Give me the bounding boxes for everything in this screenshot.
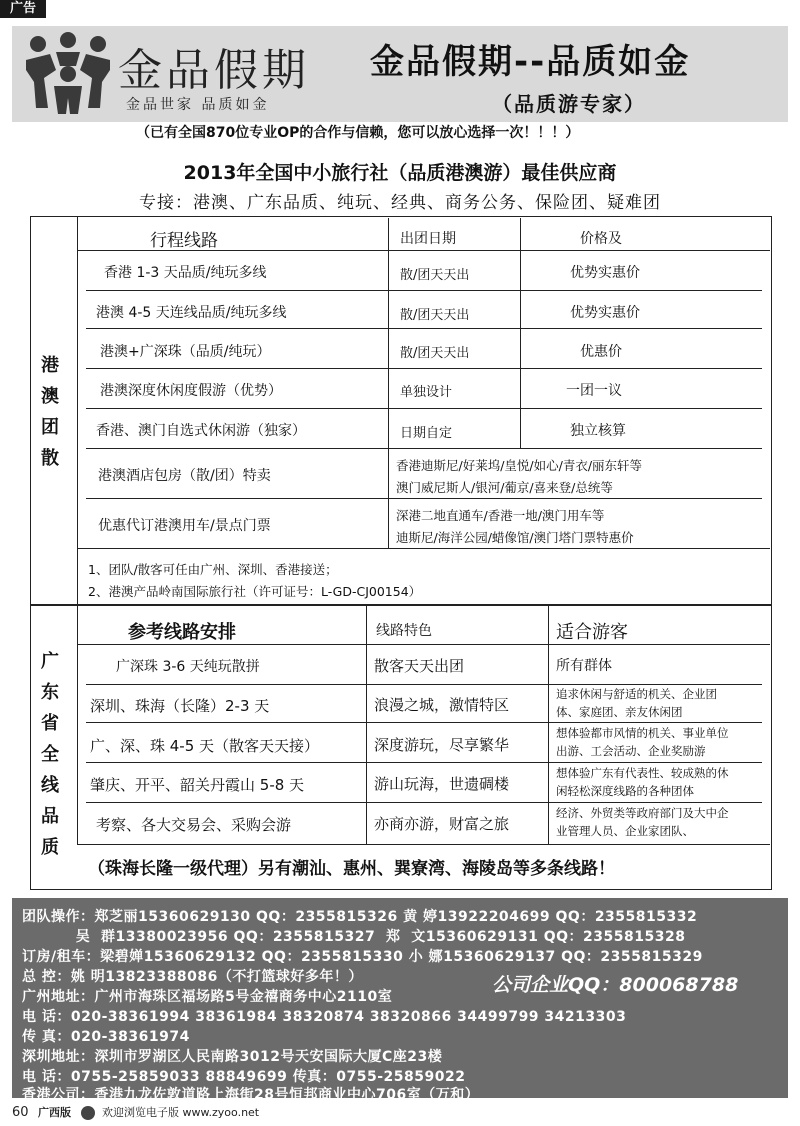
contact-row-6: 电 话：020-38361994 38361984 38320874 38320866 34499799 34213303 [22, 1009, 627, 1025]
car-detail-2: 迪斯尼/海洋公园/蜡像馆/澳门塔门票特惠价 [396, 530, 634, 545]
gd-route-4: 肇庆、开平、韶关丹霞山 5-8 天 [90, 776, 305, 794]
gd-guest-4b: 闲轻松深度线路的各种团体 [556, 784, 694, 798]
contact-row-8: 深圳地址：深圳市罗湖区人民南路3012号天安国际大厦C座23楼 [22, 1049, 443, 1065]
contact-row-9: 电 话：0755-25859033 88849699 传真：0755-25859022 [22, 1069, 466, 1085]
gd-route-2: 深圳、珠海（长隆）2-3 天 [90, 697, 270, 715]
gd-route-3: 广、深、珠 4-5 天（散客天天接） [90, 737, 320, 755]
guangdong-footer-note: （珠海长隆一级代理）另有潮汕、惠州、巽寮湾、海陵岛等多条线路！ [88, 859, 615, 879]
sub-headline: （品质游专家） [492, 92, 646, 116]
note-1: 1、团队/散客可任由广州、深圳、香港接送； [88, 562, 338, 577]
price-row-3: 优惠价 [580, 344, 622, 360]
contact-row-1: 团队操作：郑芝丽15360629130 QQ：2355815326 黄 婷13922204699 QQ：2355815332 [22, 909, 698, 925]
hotel-detail-2: 澳门威尼斯人/银河/葡京/喜来登/总统等 [396, 480, 613, 495]
date-row-1: 散/团天天出 [400, 268, 470, 283]
contact-row-10: 香港公司：香港九龙佐敦道路上海街28号恒邦商业中心706室（万和） [22, 1087, 480, 1103]
gd-guest-4a: 想体验广东有代表性、较成熟的休 [556, 766, 729, 780]
zyoo-logo-icon [81, 1106, 95, 1120]
gd-guest-5a: 经济、外贸类等政府部门及大中企 [556, 806, 729, 820]
header-route: 行程线路 [150, 231, 218, 251]
price-row-1: 优势实惠价 [570, 265, 640, 281]
header-price: 价格及 [580, 231, 622, 247]
header-guest: 适合游客 [556, 622, 628, 643]
note-2: 2、港澳产品岭南国际旅行社（许可证号：L-GD-CJ00154） [88, 584, 422, 599]
hotel-detail-1: 香港迪斯尼/好莱坞/皇悦/如心/青衣/丽东轩等 [396, 458, 643, 473]
gd-route-5: 考察、各大交易会、采购会游 [96, 816, 292, 834]
section-label-hk-macau: 港 澳 团 散 [41, 355, 59, 469]
contact-row-3: 订房/租车：梁碧婵15360629132 QQ：2355815330 小 娜15360629137 QQ：2355815329 [22, 949, 703, 965]
route-car: 优惠代订港澳用车/景点门票 [98, 518, 271, 534]
edition: 广西版 [38, 1106, 72, 1119]
contact-row-7: 传 真：020-38361974 [22, 1029, 190, 1045]
route-row-3: 港澳+广深珠（品质/纯玩） [100, 344, 271, 360]
logo-title: 金品假期 [118, 45, 310, 96]
gd-feature-5: 亦商亦游，财富之旅 [374, 815, 510, 833]
logo-slogan: 金品世家 品质如金 [126, 97, 270, 113]
gd-guest-5b: 业管理人员、企业家团队、 [556, 824, 694, 838]
gd-guest-1: 所有群体 [556, 658, 612, 674]
ad-label: 广告 [0, 0, 46, 18]
price-row-2: 优势实惠价 [570, 305, 640, 321]
page-footer [12, 1104, 259, 1120]
gd-feature-2: 浪漫之城，激情特区 [374, 696, 510, 714]
site-link[interactable]: 欢迎浏览电子版 www.zyoo.net [102, 1106, 260, 1119]
section-label-guangdong: 广 东 省 全 线 品 质 [41, 651, 59, 858]
people-logo-icon [22, 30, 114, 116]
gd-feature-1: 散客天天出团 [374, 657, 465, 675]
route-row-2: 港澳 4-5 天连线品质/纯玩多线 [96, 305, 287, 321]
gd-feature-4: 游山玩海，世遗碉楼 [374, 775, 510, 793]
main-title: 2013年全国中小旅行社（品质港澳游）最佳供应商 [183, 162, 617, 184]
car-detail-1: 深港二地直通车/香港一地/澳门用车等 [396, 508, 605, 523]
contact-row-2: 吴 群13380023956 QQ：2355815327 郑 文15360629131 QQ：2355815328 [22, 929, 686, 945]
route-row-1: 香港 1-3 天品质/纯玩多线 [104, 265, 267, 281]
trust-notice: （已有全国870位专业OP的合作与信赖，您可以放心选择一次！！！） [136, 125, 580, 141]
gd-guest-2a: 追求休闲与舒适的机关、企业团 [556, 687, 717, 701]
contact-row-5: 广州地址：广州市海珠区福场路5号金禧商务中心2110室 [22, 989, 393, 1005]
date-row-2: 散/团天天出 [400, 308, 470, 323]
headline: 金品假期--品质如金 [370, 42, 691, 82]
gd-feature-3: 深度游玩，尽享繁华 [374, 736, 510, 754]
price-row-4: 一团一议 [566, 383, 622, 399]
date-row-3: 散/团天天出 [400, 346, 470, 361]
date-row-5: 日期自定 [400, 426, 453, 441]
gd-guest-3a: 想体验都市风情的机关、事业单位 [556, 726, 729, 740]
header-date: 出团日期 [400, 231, 456, 247]
route-row-4: 港澳深度休闲度假游（优势） [100, 383, 282, 399]
header-ref-route: 参考线路安排 [128, 622, 236, 643]
gd-guest-2b: 体、家庭团、亲友休闲团 [556, 705, 683, 719]
header-feature: 线路特色 [376, 623, 432, 639]
contact-row-4: 总 控：姚 明13823388086（不打篮球好多年！） [22, 969, 363, 985]
company-qq: 公司企业QQ：800068788 [492, 974, 739, 996]
route-hotel: 港澳酒店包房（散/团）特卖 [98, 468, 271, 484]
gd-guest-3b: 出游、工会活动、企业奖励游 [556, 744, 706, 758]
gd-route-1: 广深珠 3-6 天纯玩散拼 [116, 659, 260, 675]
specialty-line: 专接：港澳、广东品质、纯玩、经典、商务公务、保险团、疑难团 [139, 193, 661, 213]
date-row-4: 单独设计 [400, 385, 453, 400]
price-row-5: 独立核算 [570, 423, 626, 439]
page-number: 60 [12, 1105, 29, 1120]
route-row-5: 香港、澳门自选式休闲游（独家） [96, 423, 306, 439]
